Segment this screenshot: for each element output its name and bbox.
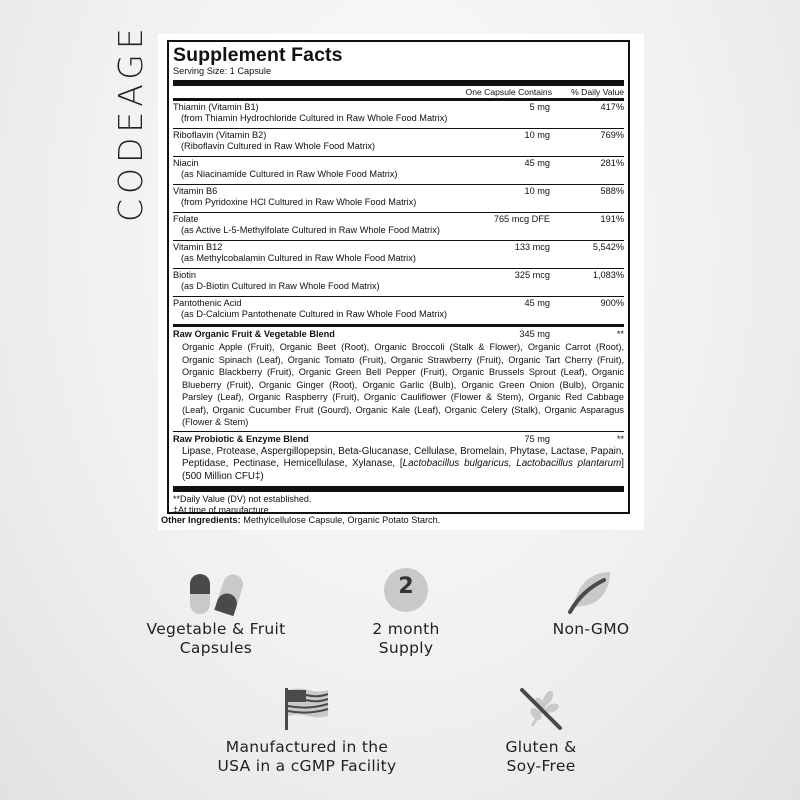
nutrient-amount: 765 mcg DFE <box>493 214 550 224</box>
feature-label: 2 month Supply <box>372 620 440 657</box>
blend-name: Raw Probiotic & Enzyme Blend <box>173 433 309 444</box>
nutrient-name: Biotin <box>173 270 196 280</box>
nutrient-name: Folate <box>173 214 199 224</box>
feature-two-month-supply <box>330 566 482 658</box>
nutrient-name: Niacin <box>173 158 199 168</box>
nutrient-dv: 191% <box>600 214 624 224</box>
capsules-icon <box>186 572 246 616</box>
blend-ingredients-probiotic: Lipase, Protease, Aspergillopepsin, Beta-Glucanase, Cellulase, Bromelain, Phytase, Lactase, Papain, Peptidase, Pectinase, Hemicellulase, Xylanase, [Lactobacillus bulgaricus, Lactobacillus plantarum] (500 Million CFU‡) <box>182 445 624 482</box>
nutrient-row <box>173 213 624 240</box>
footnote-manufacture: ‡At time of manufacture. <box>173 505 272 515</box>
nutrient-row <box>173 157 624 184</box>
nutrient-row <box>173 297 624 324</box>
supplement-facts-box <box>167 40 630 514</box>
nutrient-source: (as Methylcobalamin Cultured in Raw Whole Food Matrix) <box>181 253 416 263</box>
blend-amount: 75 mg <box>524 433 550 444</box>
feature-non-gmo <box>516 568 666 639</box>
feature-label: Manufactured in the USA in a cGMP Facility <box>217 738 397 775</box>
leaf-icon <box>566 568 616 614</box>
nutrient-source: (Riboflavin Cultured in Raw Whole Food Matrix) <box>181 141 376 151</box>
feature-vegetable-capsules <box>124 572 308 658</box>
nutrient-row <box>173 129 624 156</box>
feature-label: Vegetable & Fruit Capsules <box>146 620 286 657</box>
nutrient-row <box>173 241 624 268</box>
feature-made-in-usa <box>194 686 420 776</box>
usa-flag-icon <box>282 686 332 730</box>
nutrient-dv: 1,083% <box>592 270 624 280</box>
nutrient-dv: 417% <box>600 102 624 112</box>
nutrient-source: (as D-Biotin Cultured in Raw Whole Food Matrix) <box>181 281 380 291</box>
nutrient-name: Riboflavin (Vitamin B2) <box>173 130 267 140</box>
blend-row-probiotic <box>173 432 624 446</box>
nutrient-dv: 281% <box>600 158 624 168</box>
nutrient-amount: 5 mg <box>529 102 550 112</box>
blend-dv: ** <box>616 433 624 444</box>
nutrient-amount: 10 mg <box>524 130 550 140</box>
nutrient-amount: 45 mg <box>524 158 550 168</box>
nutrient-row <box>173 269 624 296</box>
blend-row-fruit-veg <box>173 327 624 341</box>
brand-logo: CODEAGE <box>111 23 150 222</box>
nutrient-row <box>173 101 624 128</box>
nutrient-source: (as Active L-5-Methylfolate Cultured in Raw Whole Food Matrix) <box>181 225 440 235</box>
nutrient-row <box>173 185 624 212</box>
blend-dv: ** <box>616 329 624 339</box>
nutrient-dv: 900% <box>600 298 624 308</box>
nutrient-name: Pantothenic Acid <box>173 298 242 308</box>
serving-size: Serving Size: 1 Capsule <box>173 66 272 76</box>
footnote-dv: **Daily Value (DV) not established. <box>173 494 312 504</box>
blend-ingredients-fruit-veg: Organic Apple (Fruit), Organic Beet (Root), Organic Broccoli (Stalk & Flower), Organic Carrot (Root), Organic Spinach (Leaf), Organic Tomato (Fruit), Organic Strawberry (Fruit), Organic Tart Cherry (Fruit), Organic Blackberry (Fruit), Organic Green Bell Pepper (Fruit), Organic Brussels Sprout (Leaf), Organic Blueberry (Fruit), Organic Ginger (Root), Organic Garlic (Bulb), Organic Green Onion (Bulb), Organic Parsley (Leaf), Organic Raspberry (Fruit), Organic Cauliflower (Flower & Stem), Organic Red Cabbage (Leaf), Organic Cucumber Fruit (Gourd), Organic Kale (Leaf), Organic Celery (Stalk), Organic Asparagus (Flower & Stem) <box>182 342 624 427</box>
nutrient-amount: 325 mcg <box>514 270 550 280</box>
nutrient-source: (from Pyridoxine HCl Cultured in Raw Whole Food Matrix) <box>181 197 417 207</box>
blend-name: Raw Organic Fruit & Vegetable Blend <box>173 329 335 339</box>
nutrient-source: (as Niacinamide Cultured in Raw Whole Food Matrix) <box>181 169 398 179</box>
col-dv-label: % Daily Value <box>571 87 624 97</box>
feature-label: Non-GMO <box>552 620 630 638</box>
nutrient-dv: 769% <box>600 130 624 140</box>
supplement-facts-panel <box>158 34 644 530</box>
other-ingredients: Other Ingredients: Methylcellulose Capsule, Organic Potato Starch. <box>161 515 441 525</box>
nutrient-name: Vitamin B12 <box>173 242 223 252</box>
nutrient-dv: 588% <box>600 186 624 196</box>
feature-label: Gluten & Soy-Free <box>505 738 577 775</box>
nutrient-amount: 10 mg <box>524 186 550 196</box>
facts-title: Supplement Facts <box>173 44 343 66</box>
nutrient-source: (from Thiamin Hydrochloride Cultured in Raw Whole Food Matrix) <box>181 113 448 123</box>
no-wheat-icon <box>518 686 564 730</box>
nutrient-source: (as D-Calcium Pantothenate Cultured in Raw Whole Food Matrix) <box>181 309 448 319</box>
nutrient-amount: 133 mcg <box>514 242 550 252</box>
nutrient-amount: 45 mg <box>524 298 550 308</box>
nutrient-name: Thiamin (Vitamin B1) <box>173 102 259 112</box>
nutrient-dv: 5,542% <box>592 242 624 252</box>
blend-amount: 345 mg <box>519 329 550 339</box>
nutrient-name: Vitamin B6 <box>173 186 218 196</box>
feature-gluten-soy-free <box>460 686 622 776</box>
badge-number: 2 <box>398 574 414 599</box>
col-amount-label: One Capsule Contains <box>465 87 552 97</box>
column-header <box>173 86 624 98</box>
